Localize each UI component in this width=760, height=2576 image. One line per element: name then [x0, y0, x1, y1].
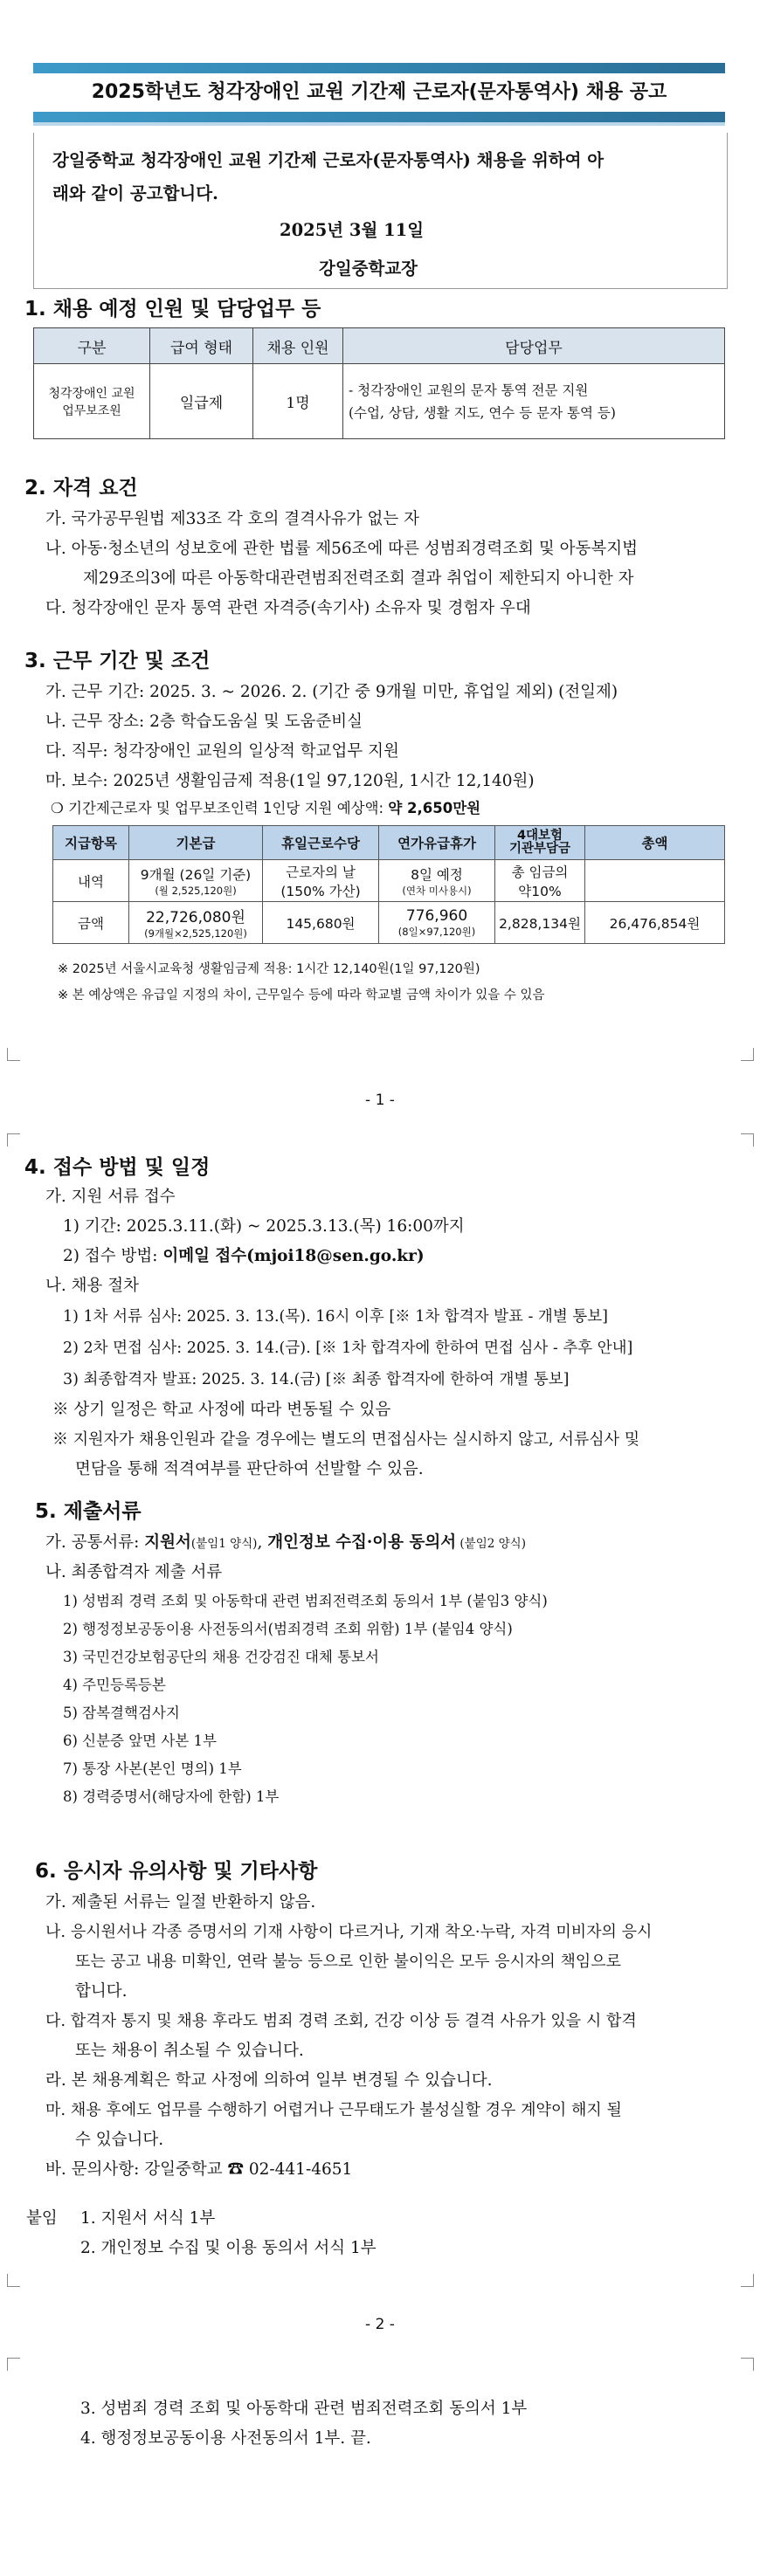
step-3: 3) 최종합격자 발표: 2025. 3. 14.(금) [※ 최종 합격자에 한하여 개별 통보] [63, 1371, 570, 1388]
common-docs-label: 가. 공통서류: [45, 1533, 145, 1552]
work-duty: 다. 직무: 청각장애인 교원의 일상적 학교업무 지원 [45, 742, 399, 761]
final-docs-heading: 나. 최종합격자 제출 서류 [45, 1563, 223, 1581]
bt-r1-holiday [263, 860, 379, 902]
budget-table [52, 825, 725, 944]
doc-application-note: (붙임1 양식) [190, 1537, 258, 1551]
bt-r1-base-main: 9개월 (26일 기준) [140, 866, 252, 883]
cell-duty [343, 364, 725, 439]
bt-r2-total: 26,476,854원 [585, 902, 725, 944]
apply-docs: 가. 지원 서류 접수 [45, 1188, 176, 1206]
page-corner-br-1 [741, 1048, 754, 1061]
cell-category [34, 364, 150, 439]
attachment-4: 4. 행정정보공동이용 사전동의서 1부. 끝. [80, 2429, 371, 2448]
bt-r2-leave [379, 902, 495, 944]
doc-privacy-consent: 개인정보 수집·이용 동의서 [267, 1533, 457, 1552]
page-corner-bl-2 [7, 2274, 20, 2287]
notice-b-cont1: 또는 공고 내용 미확인, 연락 불능 등으로 인한 불이익은 모두 응시자의 책임으로 [75, 1953, 622, 1971]
bt-r2-holiday: 145,680원 [263, 902, 379, 944]
interview-note-cont: 면담을 통해 적격여부를 판단하여 선발할 수 있음. [75, 1460, 424, 1478]
bt-h-insurance: 4대보험 기관부담금 [495, 826, 585, 860]
attachment-1: 1. 지원서 서식 1부 [80, 2209, 216, 2228]
section6-heading: 6. 응시자 유의사항 및 기타사항 [35, 1860, 318, 1883]
page-corner-tl-3 [7, 2358, 20, 2371]
col-pay-type: 급여 형태 [150, 328, 253, 364]
bt-r1-label: 내역 [53, 860, 129, 902]
attachment-2: 2. 개인정보 수집 및 이용 동의서 서식 1부 [80, 2239, 377, 2257]
section3-heading: 3. 근무 기간 및 조건 [24, 650, 211, 672]
bt-r2-base-sub: (9개월×2,525,120원) [144, 927, 247, 940]
notice-c: 다. 합격자 통지 및 채용 후라도 범죄 경력 조회, 건강 이상 등 결격 사유가 있을 시 합격 [45, 2012, 637, 2030]
final-doc-5: 5) 잠복결핵검사지 [63, 1705, 180, 1721]
contact-info: 바. 문의사항: 강일중학교 ☎ 02-441-4651 [45, 2160, 353, 2179]
section1-heading: 1. 채용 예정 인원 및 담당업무 등 [24, 298, 321, 320]
category-line-2: 업무보조원 [62, 403, 121, 418]
final-doc-6: 6) 신분증 앞면 사본 1부 [63, 1732, 217, 1749]
notice-e-cont: 수 있습니다. [75, 2131, 164, 2149]
bt-h-total: 총액 [585, 826, 725, 860]
category-line-1: 청각장애인 교원 [48, 386, 135, 401]
bt-r2-insurance: 2,828,134원 [495, 902, 585, 944]
section2-heading: 2. 자격 요건 [24, 477, 138, 499]
header-bottom-bar [33, 112, 725, 122]
notice-d: 라. 본 채용계획은 학교 사정에 의하여 일부 변경될 수 있습니다. [45, 2071, 493, 2090]
cell-pay-type: 일급제 [150, 364, 253, 439]
bt-r1-leave-main: 8일 예정 [411, 866, 463, 883]
header-top-bar [33, 63, 725, 73]
attachment-3: 3. 성범죄 경력 조회 및 아동학대 관련 범죄전력조회 동의서 1부 [80, 2400, 528, 2418]
notice-e: 마. 채용 후에도 업무를 수행하기 어렵거나 근무태도가 불성실할 경우 계약이 해지 될 [45, 2101, 622, 2119]
notice-b-cont2: 합니다. [75, 1982, 128, 2001]
bt-h-holiday: 휴일근로수당 [263, 826, 379, 860]
hiring-steps: 나. 채용 절차 [45, 1277, 139, 1295]
qualification-b: 나. 아동·청소년의 성보호에 관한 법률 제56조에 따른 성범죄경력조회 및 아동복지법 [45, 540, 638, 558]
interview-note: ※ 지원자가 채용인원과 같을 경우에는 별도의 면접심사는 실시하지 않고, 서류심사 및 [52, 1430, 640, 1449]
bt-r1-insurance [495, 860, 585, 902]
issuer-name: 강일중학교장 [319, 258, 418, 279]
apply-email: 이메일 접수(mjoi18@sen.go.kr) [162, 1247, 425, 1265]
header-accent [33, 122, 725, 126]
final-doc-4: 4) 주민등록등본 [63, 1677, 166, 1693]
duty-line-1: - 청각장애인 교원의 문자 통역 전문 지원 [349, 382, 589, 398]
col-count: 채용 인원 [253, 328, 343, 364]
bt-r1-leave-sub: (연차 미사용시) [402, 884, 472, 897]
final-doc-3: 3) 국민건강보험공단의 채용 건강검진 대체 통보서 [63, 1649, 379, 1665]
page-corner-tr-3 [741, 2358, 754, 2371]
bt-r2-leave-sub: (8일×97,120원) [397, 925, 476, 938]
work-period: 가. 근무 기간: 2025. 3. ~ 2026. 2. (기간 중 9개월 미만, 휴업일 제외) (전일제) [45, 683, 618, 701]
step-2: 2) 2차 면접 심사: 2025. 3. 14.(금). [※ 1차 합격자에 한하여 면접 심사 - 추후 안내] [63, 1340, 633, 1357]
section5-heading: 5. 제출서류 [35, 1500, 142, 1523]
notice-b: 나. 응시원서나 각종 증명서의 기재 사항이 다르거나, 기재 착오·누락, 자격 미비자의 응시 [45, 1923, 653, 1941]
cell-count: 1명 [253, 364, 343, 439]
doc-separator: , [257, 1533, 268, 1552]
bt-r1-base-sub: (월 2,525,120원) [155, 884, 237, 897]
section4-heading: 4. 접수 방법 및 일정 [24, 1156, 211, 1179]
apply-method [63, 1243, 425, 1266]
final-doc-1: 1) 성범죄 경력 조회 및 아동학대 관련 범죄전력조회 동의서 1부 (붙임3 양식) [63, 1593, 548, 1609]
bt-r2-base [129, 902, 263, 944]
page-corner-br-2 [741, 2274, 754, 2287]
page-corner-tl-2 [7, 1133, 20, 1147]
budget-value: 약 2,650만원 [388, 800, 481, 816]
bt-r1-holiday-sub: (150% 가산) [280, 883, 361, 899]
note-living-wage: ※ 2025년 서울시교육청 생활임금제 적용: 1시간 12,140원(1일 97,120원) [58, 962, 480, 976]
apply-method-label: 2) 접수 방법: [63, 1247, 163, 1265]
bt-h-item: 지급항목 [53, 826, 129, 860]
col-category: 구분 [34, 328, 150, 364]
bt-r2-leave-main: 776,960 [405, 906, 468, 925]
schedule-note: ※ 상기 일정은 학교 사정에 따라 변동될 수 있음 [52, 1401, 391, 1419]
bt-h-base: 기본급 [129, 826, 263, 860]
final-doc-7: 7) 통장 사본(본인 명의) 1부 [63, 1760, 242, 1777]
bt-r1-leave [379, 860, 495, 902]
common-docs [45, 1530, 526, 1553]
qualification-a: 가. 국가공무원법 제33조 각 호의 결격사유가 없는 자 [45, 510, 420, 528]
qualification-b-cont: 제29조의3에 따른 아동학대관련범죄전력조회 결과 취업이 제한되지 아니한 자 [83, 569, 634, 588]
col-duty: 담당업무 [343, 328, 725, 364]
page-corner-bl-1 [7, 1048, 20, 1061]
doc-privacy-note: (붙임2 양식) [456, 1537, 526, 1551]
work-place: 나. 근무 장소: 2층 학습도움실 및 도움준비실 [45, 713, 363, 731]
step-1: 1) 1차 서류 심사: 2025. 3. 13.(목). 16시 이후 [※ 1차 합격자 발표 - 개별 통보] [63, 1308, 608, 1326]
final-doc-8: 8) 경력증명서(해당자에 한함) 1부 [63, 1788, 280, 1805]
bt-r1-total [585, 860, 725, 902]
bt-r2-label: 금액 [53, 902, 129, 944]
bt-h-leave: 연가유급휴가 [379, 826, 495, 860]
bt-r2-base-main: 22,726,080원 [146, 909, 245, 926]
work-pay: 마. 보수: 2025년 생활임금제 적용(1일 97,120원, 1시간 12,140원) [45, 772, 535, 790]
page-number-1: - 1 - [365, 1092, 395, 1109]
duty-line-2: (수업, 상담, 생활 지도, 연수 등 문자 통역 등) [349, 404, 616, 421]
attachments-label: 붙임 [26, 2209, 58, 2228]
doc-application: 지원서 [144, 1533, 191, 1552]
bt-r1-holiday-main: 근로자의 날 [286, 864, 356, 880]
note-estimate: ※ 본 예상액은 유급일 지정의 차이, 근무일수 등에 따라 학교별 금액 차이가 있을 수 있음 [58, 988, 545, 1002]
bt-r1-insurance-sub: 약10% [518, 883, 562, 899]
bt-r1-insurance-main: 총 임금의 [511, 864, 569, 880]
page-title: 2025학년도 청각장애인 교원 기간제 근로자(문자통역사) 채용 공고 [91, 81, 667, 103]
intro-line-1: 강일중학교 청각장애인 교원 기간제 근로자(문자통역사) 채용을 위하여 아 [52, 150, 605, 170]
notice-a: 가. 제출된 서류는 일절 반환하지 않음. [45, 1893, 316, 1911]
budget-line [51, 796, 480, 817]
page-number-2: - 2 - [365, 2316, 395, 2333]
positions-table [33, 327, 725, 439]
page-corner-tr-2 [741, 1133, 754, 1147]
notice-c-cont: 또는 채용이 취소될 수 있습니다. [75, 2042, 304, 2060]
apply-period: 1) 기간: 2025.3.11.(화) ~ 2025.3.13.(목) 16:00까지 [63, 1217, 465, 1236]
final-doc-2: 2) 행정정보공동이용 사전동의서(범죄경력 조회 위함) 1부 (붙임4 양식) [63, 1621, 513, 1637]
announcement-date: 2025년 3월 11일 [280, 220, 425, 240]
budget-prefix: ❍ 기간제근로자 및 업무보조인력 1인당 지원 예상액: [51, 800, 389, 816]
bt-r1-base [129, 860, 263, 902]
qualification-c: 다. 청각장애인 문자 통역 관련 자격증(속기사) 소유자 및 경험자 우대 [45, 599, 531, 617]
intro-line-2: 래와 같이 공고합니다. [52, 183, 218, 203]
